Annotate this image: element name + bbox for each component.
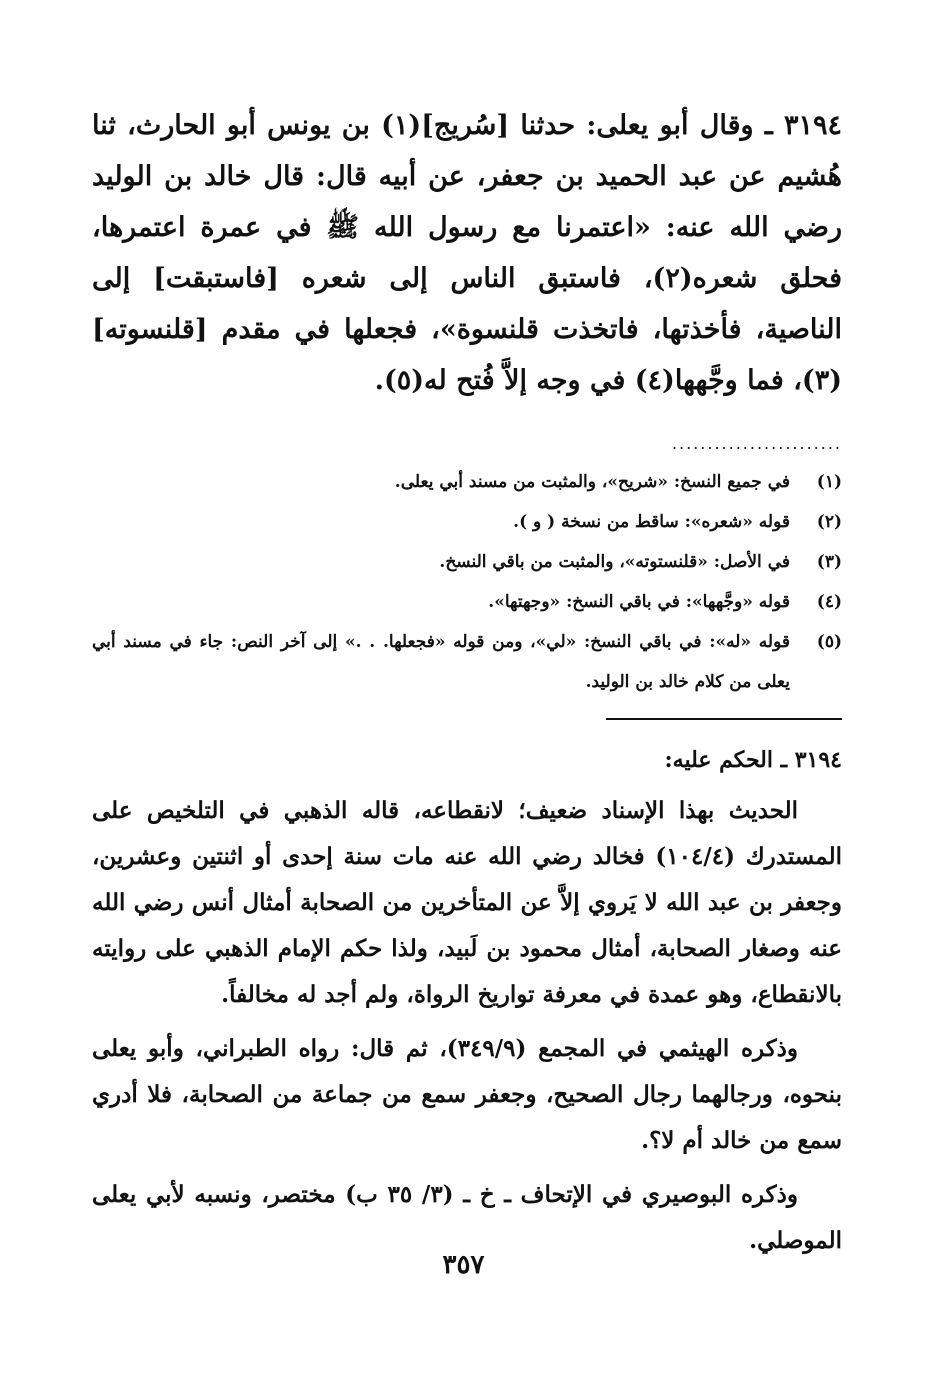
footnote-number: (٤) <box>816 592 842 612</box>
footnote-4 <box>92 582 842 622</box>
ruling-paragraph-1: الحديث بهذا الإسناد ضعيف؛ لانقطاعه، قاله الذهبي في التلخيص على المستدرك (١٠٤/٤) فخالد رضي الله عنه مات سنة إحدى أو اثنتين وعشرين، وجعفر بن عبد الله لا يَروي إلاَّ عن المتأخرين من الصحابة أمثال أنس رضي الله عنه وصغار الصحابة، أمثال محمود بن لَبيد، ولذا حكم الإمام الذهبي على روايته بالانقطاع، وهو عمدة في معرفة تواريخ الرواة، ولم أجد له مخالفاً. <box>92 797 842 1008</box>
footnote-number: (٥) <box>816 632 842 652</box>
footnote-text: في الأصل: «قلنستوته»، والمثبت من باقي النسخ. <box>439 552 790 572</box>
footnote-3 <box>92 542 842 582</box>
page-number: ٣٥٧ <box>442 1250 485 1280</box>
footnote-text: قوله «شعره»: ساقط من نسخة ( و ). <box>513 512 790 532</box>
footnote-1 <box>92 462 842 502</box>
footnote-2 <box>92 502 842 542</box>
footnote-text: قوله «له»: في باقي النسخ: «لي»، ومن قوله «فجعلها. . .» إلى آخر النص: جاء في مسند أبي يعلى من كلام خالد بن الوليد. <box>92 632 790 692</box>
hadith-paragraph: ٣١٩٤ ـ وقال أبو يعلى: حدثنا [سُريج](١) بن يونس أبو الحارث، ثنا هُشيم عن عبد الحميد بن جعفر، عن أبيه قال: قال خالد بن الوليد رضي الله عنه: «اعتمرنا مع رسول الله ﷺ في عمرة اعتمرها، فحلق شعره(٢)، فاستبق الناس إلى شعره [فاستبقت] إلى الناصية، فأخذتها، فاتخذت قلنسوة»، فجعلها في مقدم [قلنسوته](٣)، فما وجَّهها(٤) في وجه إلاَّ فُتح له(٥). <box>92 110 842 396</box>
footnote-separator-dots: ........................ <box>671 434 842 453</box>
ruling-body <box>92 788 842 1272</box>
ruling-paragraph-3: وذكره البوصيري في الإتحاف ـ خ ـ (٣/ ٣٥ ب) مختصر، ونسبه لأبي يعلى الموصلي. <box>92 1181 842 1254</box>
hadith-text <box>92 100 842 406</box>
footnote-number: (١) <box>816 472 842 492</box>
footnote-text: في جميع النسخ: «شريح»، والمثبت من مسند أبي يعلى. <box>394 472 790 492</box>
footnote-text: قوله «وجَّهها»: في باقي النسخ: «وجهتها». <box>488 592 790 612</box>
footnotes <box>92 462 842 702</box>
footnote-5 <box>92 622 842 702</box>
footnote-number: (٣) <box>816 552 842 572</box>
ruling-paragraph-2: وذكره الهيثمي في المجمع (٣٤٩/٩)، ثم قال: رواه الطبراني، وأبو يعلى بنحوه، ورجالهما رجال الصحيح، وجعفر سمع من جماعة من الصحابة، فلا أدري سمع من خالد أم لا؟. <box>92 1035 842 1154</box>
section-divider <box>606 718 842 720</box>
footnote-number: (٢) <box>816 512 842 532</box>
ruling-heading: ٣١٩٤ ـ الحكم عليه: <box>664 747 842 773</box>
